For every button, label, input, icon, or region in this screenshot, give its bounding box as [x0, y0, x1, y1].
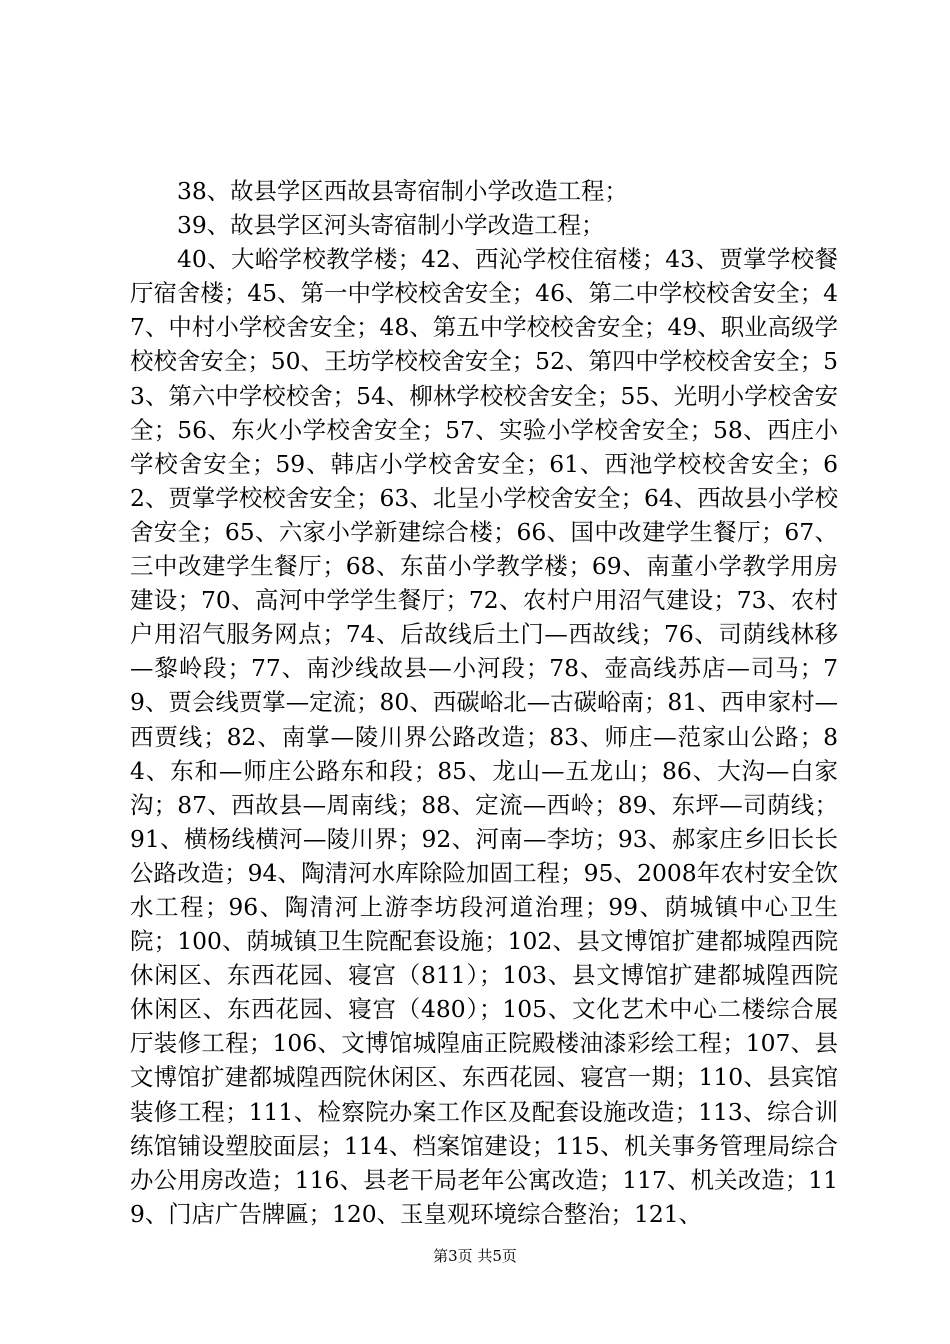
page-footer: 第3页 共5页	[433, 1247, 517, 1265]
paragraph-40: 40、大峪学校教学楼；42、西沁学校住宿楼；43、贾掌学校餐厅宿舍楼；45、第一中学校校舍安全；46、第二中学校校舍安全；47、中村小学校舍安全；48、第五中学校校舍安全；49、职业高级学校校舍安全；50、王坊学校校舍安全；52、第四中学校校舍安全；53、第六中学校校舍；54、柳林学校校舍安全；55、光明小学校舍安全；56、东火小学校舍安全；57、实验小学校舍安全；58、西庄小学校舍安全；59、韩店小学校舍安全；61、西池学校校舍安全；62、贾掌学校校舍安全；63、北呈小学校舍安全；64、西故县小学校舍安全；65、六家小学新建综合楼；66、国中改建学生餐厅；67、三中改建学生餐厅；68、东苗小学教学楼；69、南董小学教学用房建设；70、高河中学学生餐厅；72、农村户用沼气建设；73、农村户用沼气服务网点；74、后故线后土门—西故线；76、司荫线林移—黎岭段；77、南沙线故县—小河段；78、壶高线苏店—司马；79、贾会线贾掌—定流；80、西碳峪北—古碳峪南；81、西申家村—西贾线；82、南掌—陵川界公路改造；83、师庄—范家山公路；84、东和—师庄公路东和段；85、龙山—五龙山；86、大沟—白家沟；87、西故县—周南线；88、定流—西岭；89、东坪—司荫线；91、横杨线横河—陵川界；92、河南—李坊；93、郝家庄乡旧长长公路改造；94、陶清河水库除险加固工程；95、2008年农村安全饮水工程；96、陶清河上游李坊段河道治理；99、荫城镇中心卫生院；100、荫城镇卫生院配套设施；102、县文博馆扩建都城隍西院休闲区、东西花园、寝宫（811）；103、县文博馆扩建都城隍西院休闲区、东西花园、寝宫（480）；105、文化艺术中心二楼综合展厅装修工程；106、文博馆城隍庙正院殿楼油漆彩绘工程；107、县文博馆扩建都城隍西院休闲区、东西花园、寝宫一期；110、县宾馆装修工程；111、检察院办案工作区及配套设施改造；113、综合训练馆铺设塑胶面层；114、档案馆建设；115、机关事务管理局综合办公用房改造；116、县老干局老年公寓改造；117、机关改造；119、门店广告牌匾；120、玉皇观环境综合整治；121、	[130, 245, 838, 1228]
paragraph-38: 38、故县学区西故县寄宿制小学改造工程；	[177, 177, 628, 205]
document-body	[130, 174, 838, 1231]
paragraph-39: 39、故县学区河头寄宿制小学改造工程；	[177, 211, 605, 240]
